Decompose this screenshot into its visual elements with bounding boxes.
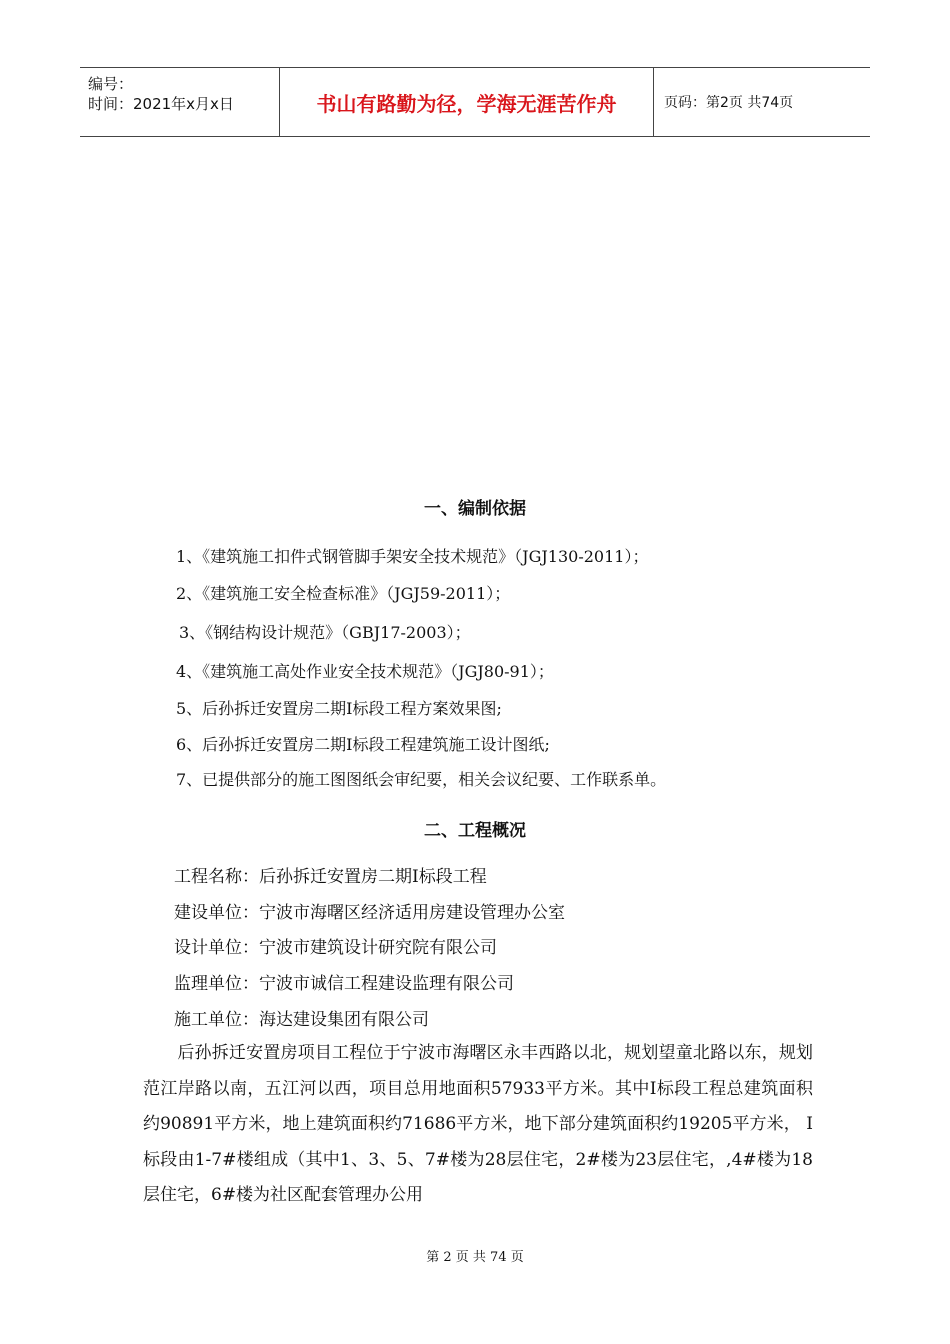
basis-item-3: 3、《钢结构设计规范》（GBJ17-2003）； [179,623,471,642]
header-meta [80,68,280,136]
construction-unit: 施工单位：海达建设集团有限公司 [174,1010,429,1030]
basis-item-1: 1、《建筑施工扣件式钢管脚手架安全技术规范》（JGJ130-2011）； [176,547,649,566]
supervision-unit: 监理单位：宁波市诚信工程建设监理有限公司 [174,974,514,994]
client-unit: 建设单位：宁波市海曙区经济适用房建设管理办公室 [174,903,565,923]
project-name: 工程名称：后孙拆迁安置房二期Ⅰ标段工程 [174,867,487,887]
header-page-info: 页码：第2页 共74页 [664,95,794,111]
basis-item-6: 6、后孙拆迁安置房二期Ⅰ标段工程建筑施工设计图纸; [176,735,550,754]
time-label: 时间：2021年x月x日 [88,95,234,113]
page-footer: 第 2 页 共 74 页 [426,1250,524,1265]
section2-title: 二、工程概况 [424,821,526,841]
section1-title: 一、编制依据 [424,499,526,519]
basis-item-7: 7、已提供部分的施工图图纸会审纪要，相关会议纪要、工作联系单。 [176,770,667,789]
basis-item-4: 4、《建筑施工高处作业安全技术规范》（JGJ80-91）； [176,662,554,681]
design-unit: 设计单位：宁波市建筑设计研究院有限公司 [174,938,497,958]
number-label: 编号： [88,75,134,93]
header-table [80,67,870,137]
basis-item-5: 5、后孙拆迁安置房二期Ⅰ标段工程方案效果图; [176,699,502,718]
overview-paragraph: 后孙拆迁安置房项目工程位于宁波市海曙区永丰西路以北，规划望童北路以东，规划范江岸路以南，五江河以西，项目总用地面积57933平方米。其中Ⅰ标段工程总建筑面积约90891平方米，地上建筑面积约71686平方米，地下部分建筑面积约19205平方米， Ⅰ标段由1-7#楼组成（其中1、3、5、7#楼为28层住宅，2#楼为23层住宅，,4#楼为18层住宅，6#楼为社区配套管理办公用 [143,1043,813,1205]
header-motto: 书山有路勤为径，学海无涯苦作舟 [280,68,654,136]
basis-item-2: 2、《建筑施工安全检查标准》（JGJ59-2011）； [176,584,511,603]
